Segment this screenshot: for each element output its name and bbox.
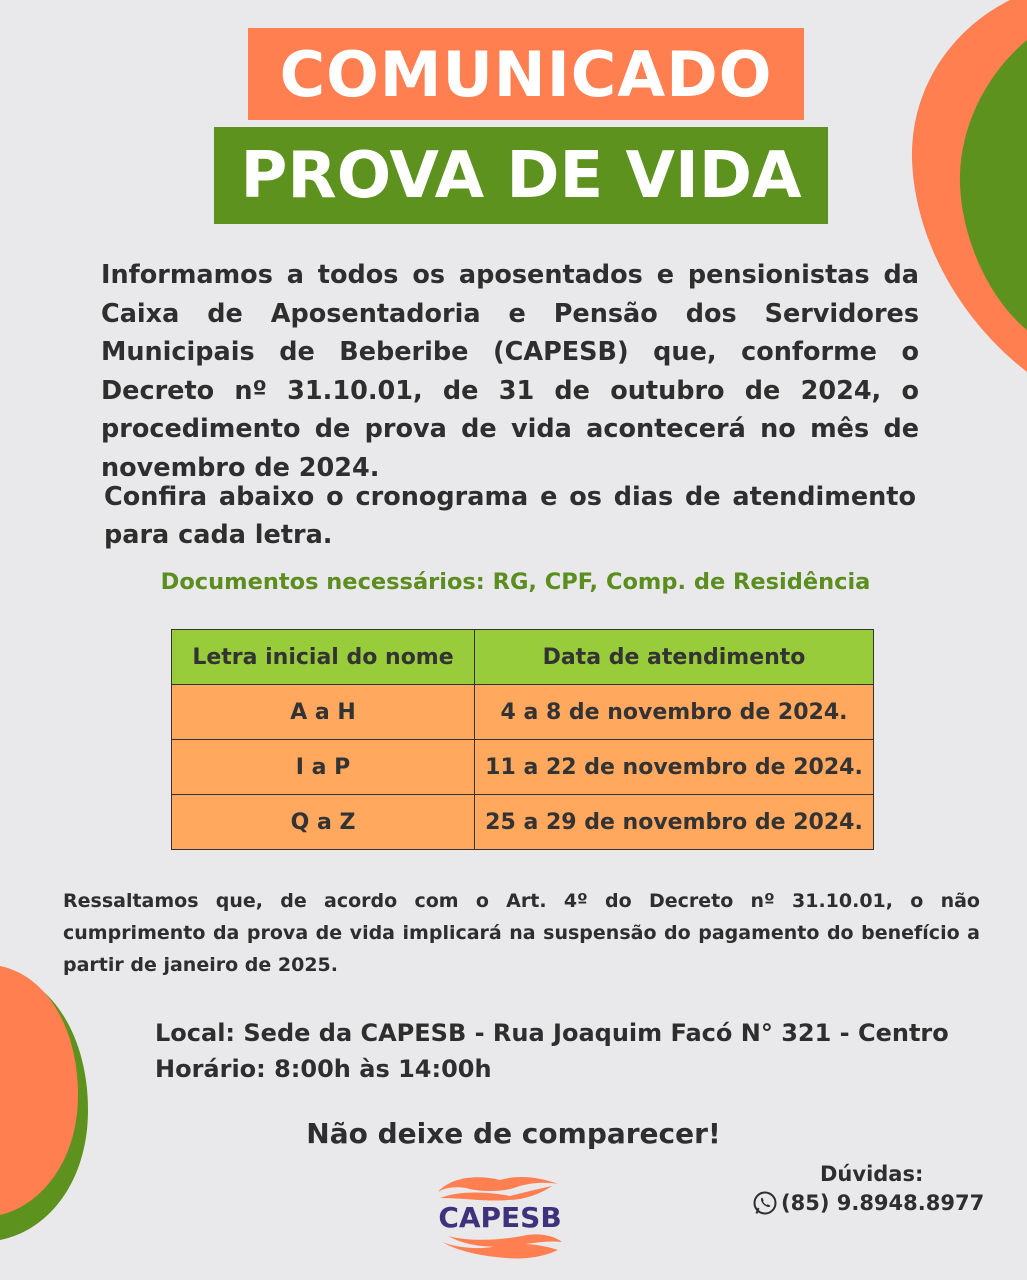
intro-paragraph: Informamos a todos os aposentados e pensionistas da Caixa de Aposentadoria e Pensão dos Servidores Municipais de Beberibe (CAPESB) que, conforme o Decreto nº 31.10.01, de 31 de outubro de 2024, o procedimento de prova de vida acontecerá no mês de novembro de 2024. bbox=[101, 260, 919, 483]
date-cell: 11 a 22 de novembro de 2024. bbox=[475, 740, 874, 795]
capesb-logo bbox=[430, 1170, 570, 1262]
contact-phone bbox=[752, 1190, 992, 1216]
location-info bbox=[155, 1015, 955, 1087]
date-cell: 4 a 8 de novembro de 2024. bbox=[475, 685, 874, 740]
table-row bbox=[172, 685, 874, 740]
location-address: Local: Sede da CAPESB - Rua Joaquim Facó N° 321 - Centro bbox=[155, 1019, 949, 1047]
required-documents: Documentos necessários: RG, CPF, Comp. de Residência bbox=[160, 569, 871, 595]
date-cell: 25 a 29 de novembro de 2024. bbox=[475, 795, 874, 850]
opening-hours: Horário: 8:00h às 14:00h bbox=[155, 1055, 492, 1083]
table-row bbox=[172, 740, 874, 795]
page-title: COMUNICADO bbox=[248, 28, 804, 120]
schedule-table bbox=[171, 629, 874, 850]
contact-label: Dúvidas: bbox=[820, 1162, 924, 1186]
letter-range-cell: I a P bbox=[172, 740, 475, 795]
letter-range-cell: Q a Z bbox=[172, 795, 475, 850]
letter-range-cell: A a H bbox=[172, 685, 475, 740]
logo-text: CAPESB bbox=[438, 1201, 562, 1234]
table-header-row bbox=[172, 630, 874, 685]
whatsapp-icon bbox=[752, 1190, 778, 1216]
page-subtitle: PROVA DE VIDA bbox=[214, 127, 828, 224]
column-header-date: Data de atendimento bbox=[475, 630, 874, 685]
phone-number: (85) 9.8948.8977 bbox=[781, 1191, 985, 1215]
call-to-action: Não deixe de comparecer! bbox=[306, 1117, 721, 1150]
column-header-letter: Letra inicial do nome bbox=[172, 630, 475, 685]
table-row bbox=[172, 795, 874, 850]
schedule-intro-paragraph: Confira abaixo o cronograma e os dias de atendimento para cada letra. bbox=[104, 482, 916, 550]
notice-paragraph: Ressaltamos que, de acordo com o Art. 4º do Decreto nº 31.10.01, o não cumprimento da prova de vida implicará na suspensão do pagamento do benefício a partir de janeiro de 2025. bbox=[63, 890, 980, 976]
